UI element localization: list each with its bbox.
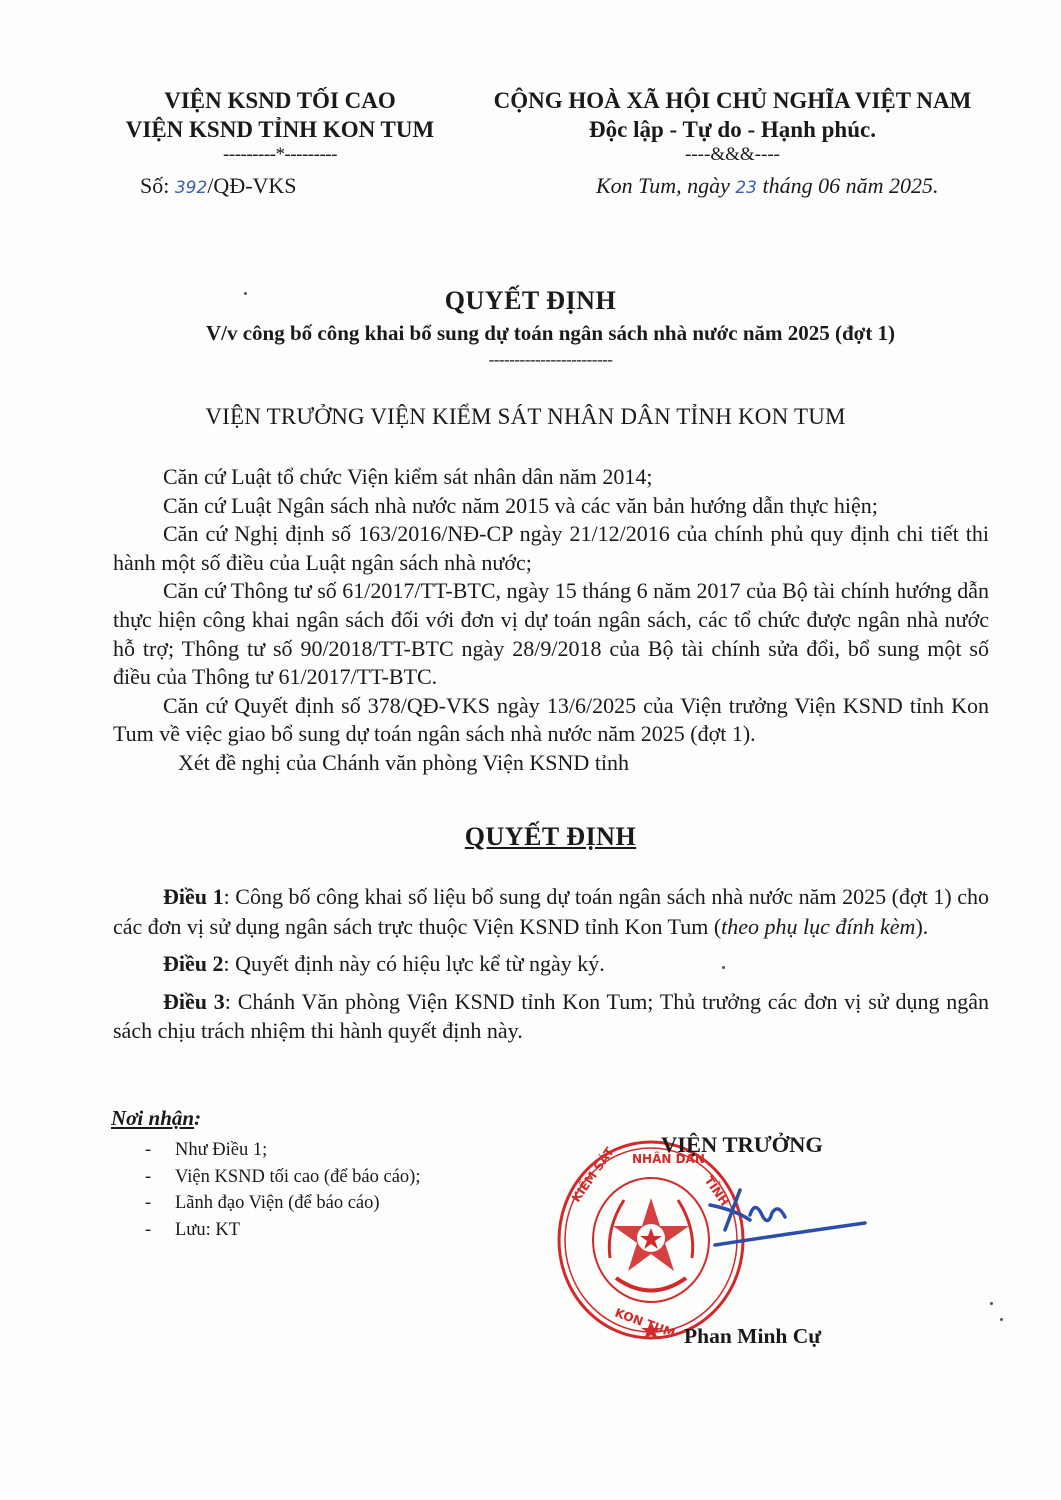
list-dash: - [145, 1193, 152, 1213]
recipients-title: Nơi nhận [111, 1106, 195, 1130]
issuing-agency-block [95, 86, 465, 166]
list-item [111, 1217, 420, 1244]
title-divider: ------------------------ [488, 350, 613, 369]
issuing-agency: VIỆN KSND TỈNH KON TUM [125, 117, 435, 142]
article-1-text: : Công bố công khai số liệu bổ sung dự toán ngân sách nhà nước năm 2025 (đợt 1) cho các đơn vị sử dụng ngân sách trực thuộc Viện KSND tỉnh Kon Tum ( [113, 884, 990, 939]
parent-agency: VIỆN KSND TỐI CAO [164, 88, 396, 113]
date-prefix: Kon Tum, ngày [596, 173, 730, 198]
signatory-position: VIỆN TRƯỞNG [661, 1132, 823, 1157]
document-title: QUYẾT ĐỊNH [444, 286, 617, 315]
preamble [113, 463, 989, 778]
national-motto-block [455, 86, 1010, 166]
preamble-item: Căn cứ Quyết định số 378/QĐ-VKS ngày 13/6/2025 của Viện trưởng Viện KSND tỉnh Kon Tum về việc giao bổ sung dự toán ngân sách nhà nước năm 2025 (đợt 1). [113, 692, 989, 747]
article-2 [113, 949, 989, 979]
recipients-heading [111, 1106, 420, 1131]
date-suffix: tháng 06 năm 2025. [762, 173, 939, 198]
document-number-prefix: Số: [140, 173, 170, 198]
signatory-name: Phan Minh Cự [684, 1324, 822, 1348]
preamble-item: Căn cứ Nghị định số 163/2016/NĐ-CP ngày 21/12/2016 của chính phủ quy định chi tiết thi hành một số điều của Luật ngân sách nhà nước; [113, 521, 989, 575]
agency-divider: ---------*--------- [223, 144, 337, 165]
scan-speck [244, 292, 247, 295]
document-number-handwritten: 392 [174, 178, 208, 198]
article-1 [113, 882, 989, 941]
recipients-list [111, 1137, 420, 1243]
preamble-item: Căn cứ Luật Ngân sách nhà nước năm 2015 và các văn bản hướng dẫn thực hiện; [163, 492, 878, 518]
article-3-label: Điều 3 [163, 988, 225, 1014]
recipient-text: Như Điều 1; [175, 1140, 268, 1160]
article-3 [113, 987, 989, 1046]
document-number [140, 173, 297, 199]
document-subject: V/v công bố công khai bổ sung dự toán ngân sách nhà nước năm 2025 (đợt 1) [205, 321, 896, 345]
list-dash: - [145, 1166, 152, 1187]
article-1-end: ). [915, 913, 929, 939]
motto: Độc lập - Tự do - Hạnh phúc. [589, 117, 876, 142]
recipient-text: Viện KSND tối cao (để báo cáo); [175, 1166, 421, 1187]
scan-speck [990, 1302, 993, 1305]
preamble-item: Xét đề nghị của Chánh văn phòng Viện KSND tỉnh [178, 749, 630, 775]
list-item [111, 1137, 420, 1164]
svg-text:KIỂM SÁT: KIỂM SÁT [568, 1144, 617, 1205]
document-date [596, 173, 939, 199]
article-1-italic: theo phụ lục đính kèm [721, 913, 916, 939]
articles [113, 882, 989, 1054]
decision-heading: QUYẾT ĐỊNH [464, 822, 637, 851]
list-item [111, 1190, 420, 1217]
scan-speck [722, 966, 725, 969]
recipient-text: Lưu: KT [175, 1219, 241, 1240]
article-1-label: Điều 1 [163, 884, 224, 909]
recipient-text: Lãnh đạo Viện (để báo cáo) [175, 1193, 380, 1213]
handwritten-signature [700, 1175, 870, 1255]
scan-speck [1000, 1318, 1003, 1321]
list-dash: - [145, 1219, 152, 1240]
svg-text:TỈNH: TỈNH [701, 1173, 732, 1209]
list-dash: - [145, 1140, 152, 1160]
preamble-item: Căn cứ Luật tổ chức Viện kiểm sát nhân dân năm 2014; [163, 464, 653, 489]
article-2-text: : Quyết định này có hiệu lực kể từ ngày ký. [223, 951, 605, 976]
svg-text:KON TUM: KON TUM [612, 1305, 678, 1341]
article-3-text: : Chánh Văn phòng Viện KSND tỉnh Kon Tum; Thủ trưởng các đơn vị sử dụng ngân sách chịu trách nhiệm thi hành quyết định này. [113, 988, 990, 1043]
issuing-authority: VIỆN TRƯỞNG VIỆN KIỂM SÁT NHÂN DÂN TỈNH KON TUM [205, 404, 846, 429]
recipients-colon: : [194, 1106, 202, 1130]
preamble-item: Căn cứ Thông tư số 61/2017/TT-BTC, ngày 15 tháng 6 năm 2017 của Bộ tài chính hướng dẫn thực hiện công khai ngân sách đối với đơn vị dự toán ngân sách, các tổ chức được ngân nhà nước hỗ trợ; Thông tư số 90/2018/TT-BTC ngày 28/9/2018 của Bộ tài chính sửa đổi, bổ sung một số điều của Thông tư 61/2017/TT-BTC. [113, 578, 989, 690]
motto-divider: ----&&&---- [685, 144, 780, 165]
country-name: CỘNG HOÀ XÃ HỘI CHỦ NGHĨA VIỆT NAM [493, 88, 972, 113]
date-day-handwritten: 23 [735, 178, 757, 198]
list-item [111, 1164, 420, 1191]
document-number-suffix: /QĐ-VKS [207, 173, 297, 198]
article-2-label: Điều 2 [163, 951, 224, 976]
svg-text:NHÂN DÂN: NHÂN DÂN [632, 1152, 705, 1166]
recipients-block [111, 1106, 420, 1243]
